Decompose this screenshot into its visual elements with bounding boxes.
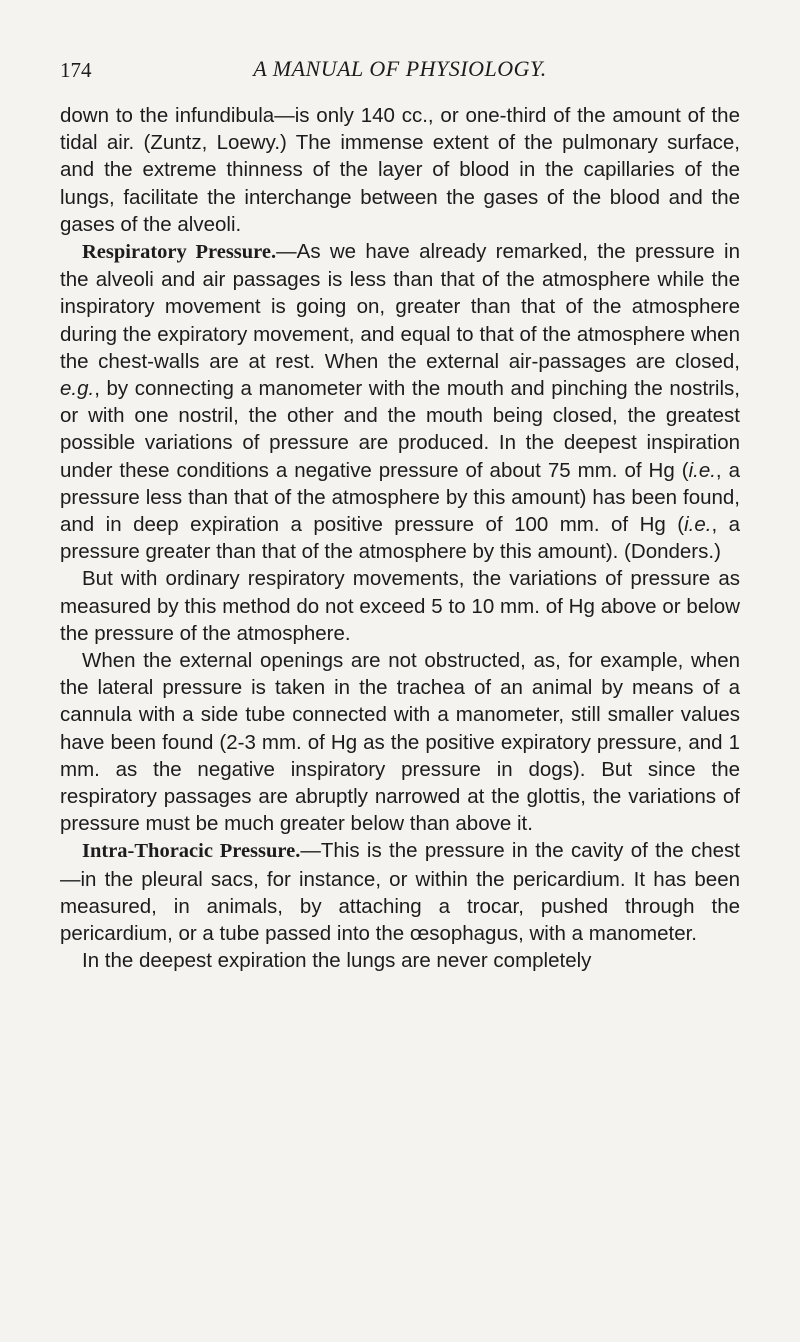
italic-abbreviation: i.e.	[684, 513, 712, 537]
italic-abbreviation: i.e.	[688, 458, 716, 482]
running-header	[60, 42, 740, 82]
paragraph-continuation	[60, 102, 740, 238]
paragraph-text: When the external openings are not obstructed, as, for example, when the lateral pressure is taken in the trachea of an animal by means of a cannula with a side tube connected with a manometer, still smaller values have been found (2-3 mm. of Hg as the positive expiratory pressure, and 1 mm. as the negative inspiratory pressure in dogs). But since the respiratory passages are abruptly narrowed at the glottis, the variations of pressure must be much greater below than above it.	[60, 649, 740, 836]
paragraph-text: down to the infundibula—is only 140 cc., or one-third of the amount of the tidal air. (Zuntz, Loewy.) The immense extent of the pulmonary surface, and the extreme thinness of the layer of blood in the capillaries of the lungs, facilitate the interchange between the gases of the blood and the gases of the alveoli.	[60, 104, 740, 236]
paragraph-text: —As we have already remarked, the pressure in the alveoli and air passages is less than that of the atmosphere while the inspiratory movement is going on, greater than that of the atmosphere during the expiratory movement, and equal to that of the atmosphere when the chest-walls are at rest. When the external air-passages are closed,	[60, 240, 740, 373]
page-number: 174	[60, 58, 92, 82]
paragraph-respiratory-pressure	[60, 238, 740, 565]
paragraph-text: —This is the pressure in the cavity of the chest—in the pleural sacs, for instance, or within the pericardium. It has been measured, in animals, by attaching a trocar, pushed through the pericardium, or a tube passed into the œsophagus, with a manometer.	[60, 839, 740, 946]
italic-abbreviation: e.g.	[60, 377, 95, 401]
section-heading-intra-thoracic-pressure: Intra-Thoracic Pressure.	[82, 840, 301, 863]
body-text	[60, 102, 740, 975]
paragraph-text: , by connecting a manometer with the mouth and pinching the nostrils, or with one nostril, the other and the mouth being closed, the greatest possible variations of pressure are produced. In the deepest inspiration under these conditions a negative pressure of about 75 mm. of Hg (	[60, 377, 740, 482]
paragraph-ordinary-movements	[60, 565, 740, 647]
paragraph-external-openings	[60, 647, 740, 837]
paragraph-intra-thoracic-pressure	[60, 837, 740, 947]
paragraph-deepest-expiration	[60, 947, 740, 974]
running-title: A MANUAL OF PHYSIOLOGY.	[253, 56, 547, 81]
paragraph-text: In the deepest expiration the lungs are never completely	[82, 949, 592, 973]
paragraph-text: But with ordinary respiratory movements, the variations of pressure as measured by this method do not exceed 5 to 10 mm. of Hg above or below the pressure of the atmosphere.	[60, 567, 740, 645]
paragraph-text: , a pressure less than that of the atmosphere by this amount) has been found, and in deep expiration a positive pressure of 100 mm. of Hg (	[60, 458, 741, 537]
section-heading-respiratory-pressure: Respiratory Pressure.	[82, 241, 277, 264]
paragraph-text: , a pressure greater than that of the atmosphere by this amount). (Donders.)	[60, 513, 740, 564]
